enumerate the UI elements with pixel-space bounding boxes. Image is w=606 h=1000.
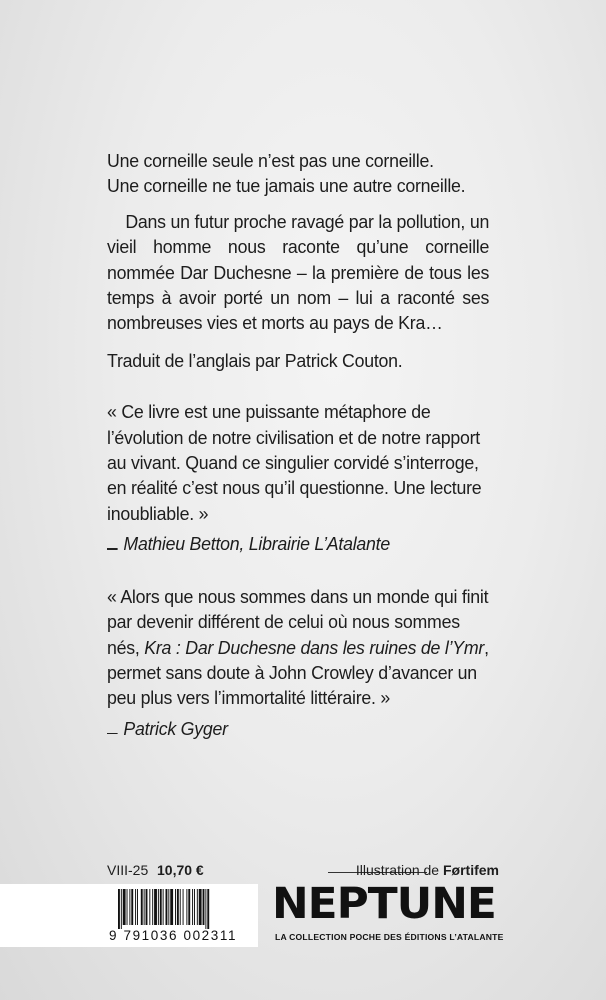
book-title-italic: Kra : Dar Duchesne dans les ruines de l’Ymr xyxy=(144,636,485,658)
attribution-dash xyxy=(107,548,118,550)
epigraph-line-1: Une corneille seule n’est pas une corneille. xyxy=(107,150,434,171)
isbn-number: 9 791036 002311 xyxy=(109,928,238,943)
review-attribution-1 xyxy=(107,531,489,556)
review-author-2: Patrick Gyger xyxy=(123,717,228,739)
illustrator-name: Førtifem xyxy=(443,862,499,878)
back-cover-blurb xyxy=(107,148,489,768)
summary-paragraph: Dans un futur proche ravagé par la pollution, un vieil homme nous raconte qu’une corneille nommée Dar Duchesne – la première de tous les temps à avoir porté un nom – lui a raconté ses nombreuses vies et morts au pays de Kra… xyxy=(107,210,490,334)
collection-tagline: LA COLLECTION POCHE DES ÉDITIONS L’ATALANTE xyxy=(275,932,504,942)
review-author-1: Mathieu Betton, Librairie L’Atalante xyxy=(123,533,390,555)
illustration-credit xyxy=(356,862,499,878)
epigraph-line-2: Une corneille ne tue jamais une autre corneille. xyxy=(107,175,466,197)
price: 10,70 € xyxy=(157,862,204,878)
collection-logo: NEPTUNE xyxy=(272,879,496,929)
review-quote-2-start: « Alors que nous sommes dans un monde qui finit par devenir différent de celui où nous sommes nés, xyxy=(107,585,489,658)
translator-credit: Traduit de l’anglais par Patrick Couton. xyxy=(107,349,403,371)
barcode-icon xyxy=(118,889,242,929)
review-quote-1: « Ce livre est une puissante métaphore de l’évolution de notre civilisation et de notre rapport au vivant. Quand ce singulier corvidé s’interroge, en réalité c’est nous qu’il questionne. Une lecture inoubliable. » xyxy=(107,401,482,524)
review-attribution-2 xyxy=(107,716,489,741)
review-quote-2 xyxy=(107,584,489,711)
illustration-label: Illustration de xyxy=(355,862,440,878)
barcode-panel xyxy=(0,884,258,947)
edition-code: VIII-25 xyxy=(107,862,149,878)
attribution-dash xyxy=(107,733,118,735)
review-quote-2-end: , permet sans doute à John Crowley d’avancer un peu plus vers l’immortalité littéraire. » xyxy=(107,636,489,709)
